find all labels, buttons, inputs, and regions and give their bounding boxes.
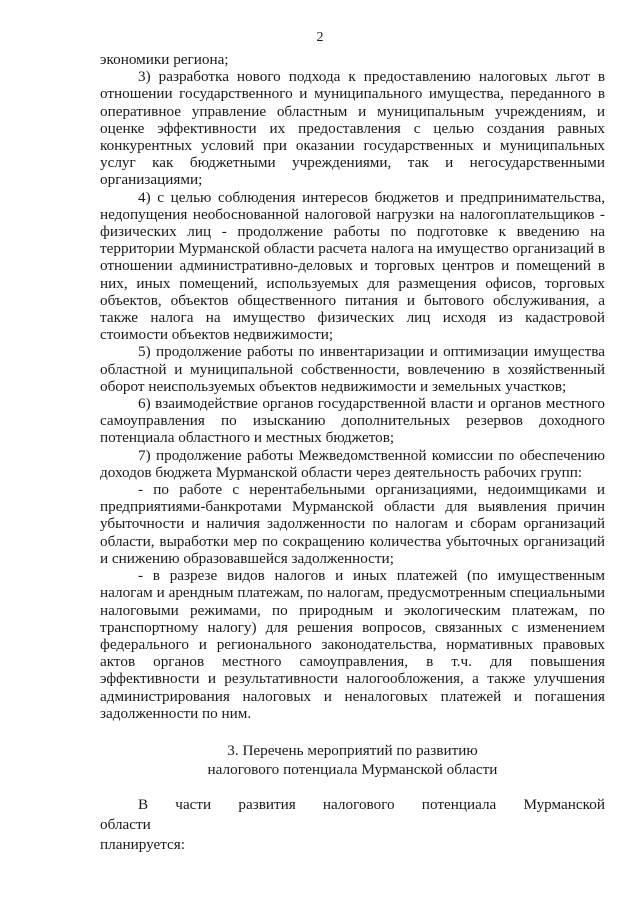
paragraph-subitem-1: - по работе с нерентабельными организациями, недоимщиками и предприятиями-банкротами Мурманской области для выявления причин убыточности и наличия задолженности по налогам и сборам организаций области, выработки мер по сокращению количества убыточных организаций и снижению образовавшейся задолженности;	[100, 481, 605, 567]
paragraph-item-4: 4) с целью соблюдения интересов бюджетов и предпринимательства, недопущения необоснованной налоговой нагрузки на налогоплательщиков - физических лиц - продолжение работы по подготовке к введению на территории Мурманской области расчета налога на имущество организаций в отношении административно-деловых и торговых центров и помещений в них, иных помещений, используемых для размещения офисов, торговых объектов, объектов общественного питания и бытового обслуживания, а также налога на имущество физических лиц исходя из кадастровой стоимости объектов недвижимости;	[100, 188, 605, 344]
body-text	[100, 51, 605, 722]
section-intro	[100, 795, 605, 855]
paragraph-item-3: 3) разработка нового подхода к предоставлению налоговых льгот в отношении государственного и муниципального имущества, переданного в оперативное управление областным и муниципальным учреждениям, и оценке эффективности их предоставления с целью создания равных конкурентных условий при оказании государственных и муниципальных услуг как бюджетными учреждениями, так и негосударственными организациями;	[100, 68, 605, 189]
section-heading	[100, 742, 605, 779]
section-heading-line-1: 3. Перечень мероприятий по развитию	[227, 742, 478, 759]
paragraph-item-7: 7) продолжение работы Межведомственной комиссии по обеспечению доходов бюджета Мурманской области через деятельность рабочих групп:	[100, 446, 605, 481]
section-heading-line-2: налогового потенциала Мурманской области	[207, 760, 498, 778]
paragraph-item-6: 6) взаимодействие органов государственной власти и органов местного самоуправления по изысканию дополнительных резервов доходного потенциала областного и местных бюджетов;	[100, 395, 605, 447]
section-intro-line-1: В части развития налогового потенциала Мурманской области	[100, 796, 605, 833]
paragraph-subitem-2: - в разрезе видов налогов и иных платежей (по имущественным налогам и арендным платежам, по налогам, предусмотренным специальными налоговыми режимами, по природным и экологическим платежам, по транспортному налогу) для решения вопросов, связанных с изменением федерального и регионального законодательства, нормативных правовых актов органов местного самоуправления, в т.ч. для повышения эффективности и результативности налогообложения, а также улучшения администрирования налоговых и неналоговых платежей и погашения задолженности по ним.	[100, 567, 605, 722]
section-intro-line-2: планируется:	[100, 836, 185, 853]
paragraph-continuation: экономики региона;	[100, 51, 229, 68]
page-number: 2	[316, 30, 324, 45]
paragraph-item-5: 5) продолжение работы по инвентаризации и оптимизации имущества областной и муниципальной собственности, вовлечению в хозяйственный оборот неиспользуемых объектов недвижимости и земельных участков;	[100, 343, 605, 395]
